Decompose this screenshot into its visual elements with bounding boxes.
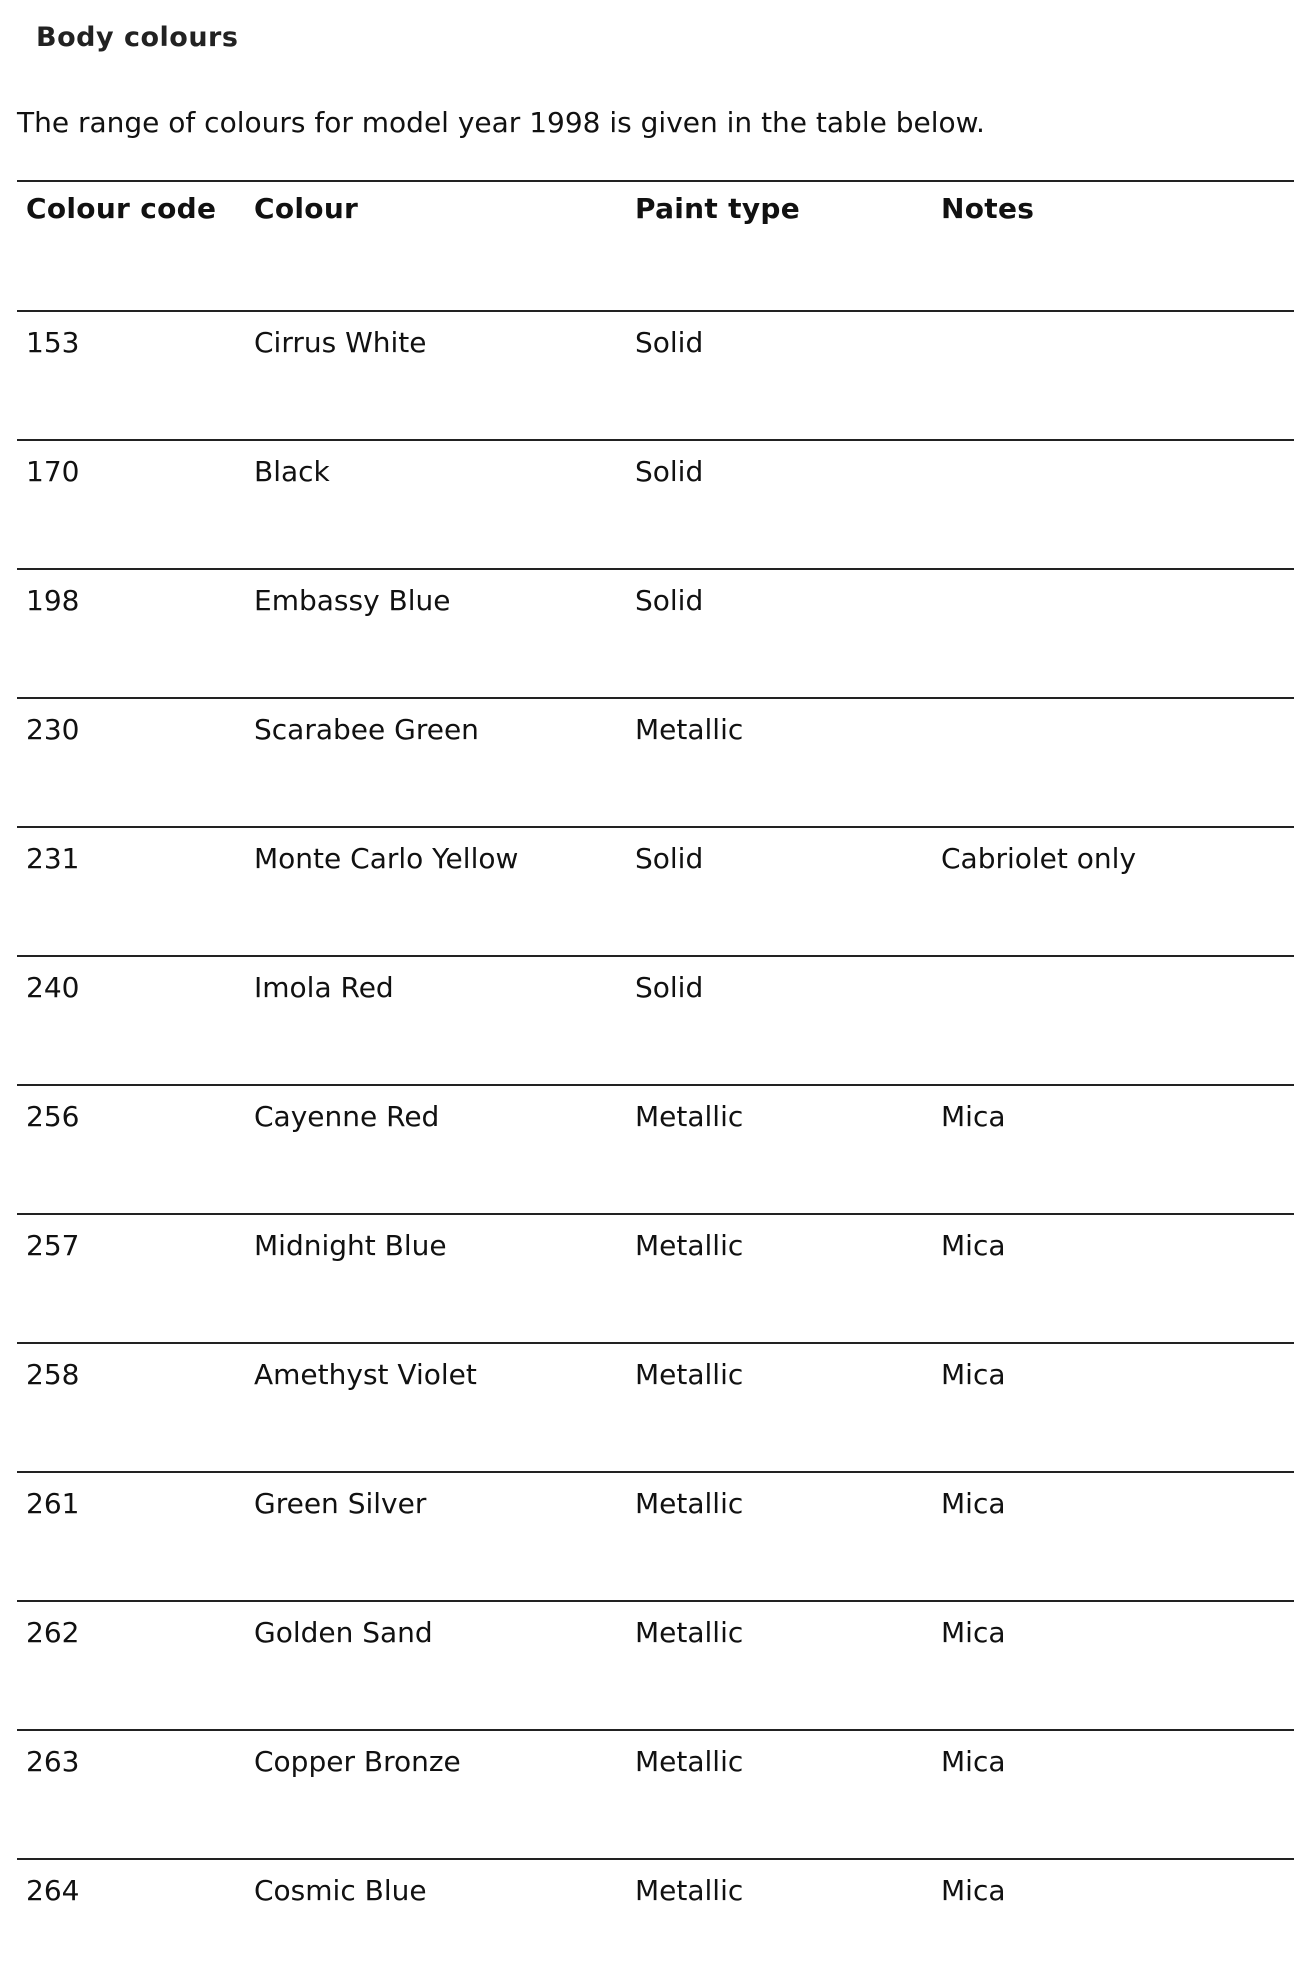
table-row (17, 1342, 1294, 1471)
cell-colour-code: 258 (26, 1358, 80, 1391)
table-row (17, 1471, 1294, 1600)
table-row (17, 697, 1294, 826)
cell-paint-type: Metallic (635, 713, 744, 746)
table-body (17, 310, 1294, 1987)
cell-colour: Copper Bronze (254, 1745, 461, 1778)
cell-colour: Midnight Blue (254, 1229, 447, 1262)
cell-paint-type: Metallic (635, 1100, 744, 1133)
table-row (17, 1858, 1294, 1987)
cell-colour-code: 230 (26, 713, 80, 746)
cell-paint-type: Metallic (635, 1229, 744, 1262)
cell-colour: Embassy Blue (254, 584, 451, 617)
cell-notes: Mica (941, 1874, 1006, 1907)
header-paint-type: Paint type (635, 192, 800, 225)
cell-colour-code: 256 (26, 1100, 80, 1133)
cell-colour-code: 261 (26, 1487, 80, 1520)
header-notes: Notes (941, 192, 1035, 225)
table-row (17, 568, 1294, 697)
cell-paint-type: Solid (635, 326, 704, 359)
table-row (17, 439, 1294, 568)
table-row (17, 826, 1294, 955)
cell-paint-type: Metallic (635, 1616, 744, 1649)
cell-paint-type: Metallic (635, 1358, 744, 1391)
header-colour-code: Colour code (26, 192, 217, 225)
body-colours-table (17, 180, 1294, 1987)
table-row (17, 1084, 1294, 1213)
cell-paint-type: Metallic (635, 1874, 744, 1907)
table-row (17, 1600, 1294, 1729)
cell-colour-code: 257 (26, 1229, 80, 1262)
cell-paint-type: Solid (635, 584, 704, 617)
cell-colour: Green Silver (254, 1487, 427, 1520)
cell-notes: Cabriolet only (941, 842, 1137, 875)
section-heading: Body colours (36, 22, 239, 53)
cell-colour-code: 240 (26, 971, 80, 1004)
cell-paint-type: Solid (635, 842, 704, 875)
cell-paint-type: Solid (635, 971, 704, 1004)
table-header-row (17, 180, 1294, 310)
cell-colour: Golden Sand (254, 1616, 433, 1649)
cell-notes: Mica (941, 1358, 1006, 1391)
cell-notes: Mica (941, 1745, 1006, 1778)
cell-colour: Imola Red (254, 971, 394, 1004)
cell-notes: Mica (941, 1487, 1006, 1520)
cell-colour: Monte Carlo Yellow (254, 842, 519, 875)
cell-colour-code: 262 (26, 1616, 80, 1649)
cell-paint-type: Metallic (635, 1745, 744, 1778)
table-row (17, 1729, 1294, 1858)
cell-colour: Cirrus White (254, 326, 427, 359)
cell-paint-type: Solid (635, 455, 704, 488)
intro-paragraph: The range of colours for model year 1998 is given in the table below. (17, 106, 985, 139)
header-colour: Colour (254, 192, 359, 225)
cell-colour-code: 231 (26, 842, 80, 875)
cell-colour: Cayenne Red (254, 1100, 440, 1133)
cell-colour-code: 198 (26, 584, 80, 617)
cell-notes: Mica (941, 1229, 1006, 1262)
cell-colour: Amethyst Violet (254, 1358, 477, 1391)
cell-colour: Scarabee Green (254, 713, 479, 746)
cell-paint-type: Metallic (635, 1487, 744, 1520)
cell-colour-code: 263 (26, 1745, 80, 1778)
table-row (17, 955, 1294, 1084)
cell-notes: Mica (941, 1616, 1006, 1649)
table-row (17, 310, 1294, 439)
cell-colour-code: 170 (26, 455, 80, 488)
cell-colour-code: 264 (26, 1874, 80, 1907)
cell-colour-code: 153 (26, 326, 80, 359)
table-row (17, 1213, 1294, 1342)
cell-colour: Black (254, 455, 330, 488)
cell-colour: Cosmic Blue (254, 1874, 427, 1907)
cell-notes: Mica (941, 1100, 1006, 1133)
